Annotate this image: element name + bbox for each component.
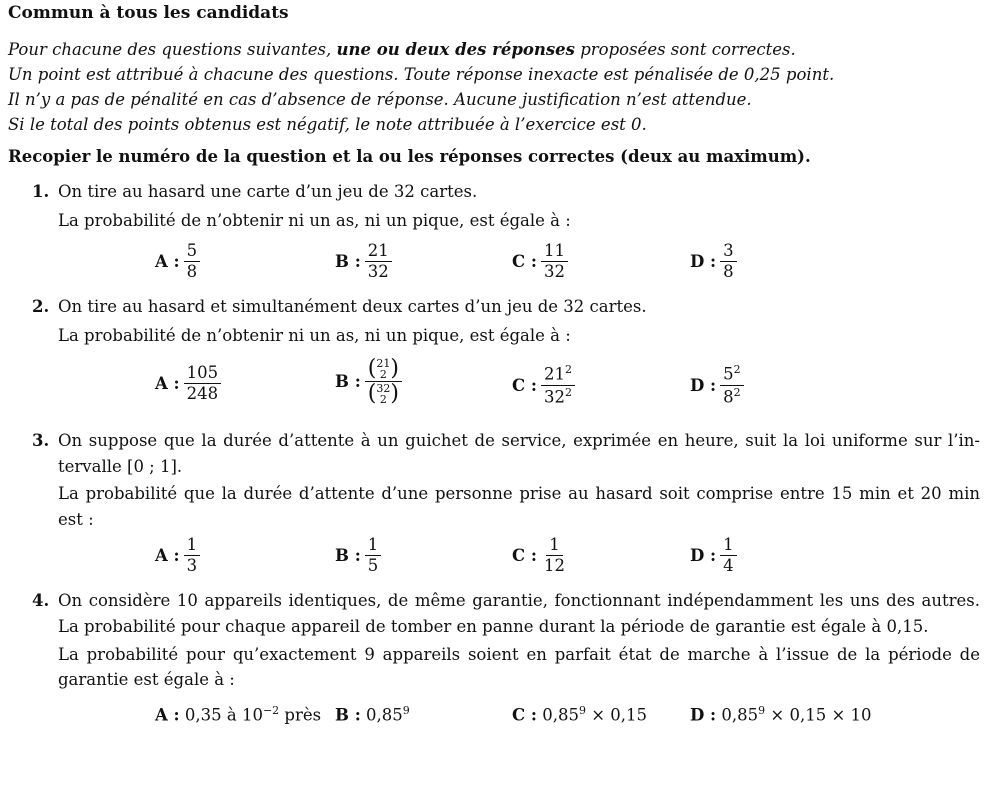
q1-choice-d: D : $\frac{3}{8}$ [690,242,737,281]
q3-choice-c: C : $\frac{1}{12}$ [512,535,565,576]
intro-line-1: Pour chacune des questions suivantes, une ou deux des réponses proposées sont correctes. [8,40,796,59]
section-title: Commun à tous les candidats [8,3,289,23]
intro-line-3: Il n’y a pas de pénalité en cas d’absence de réponse. Aucune justification n’est attendue. [8,90,752,109]
q4-number: 4. [32,591,50,610]
q3-choice-b: B : $\frac{1}{5}$ [335,536,381,575]
q4-line-1: On considère 10 appareils identiques, de même garantie, fonctionnant indépendamment les uns des autres. [58,591,980,610]
intro-line-4: Si le total des points obtenus est négatif, le note attribuée à l’exercice est 0. [8,115,647,134]
q2-choice-d: D : $\frac{5^2}{8^2}$ [690,364,744,406]
q3-number: 3. [32,431,50,450]
q4-choice-c: C : $0,85^9 \times 0,15$ [512,704,648,725]
q1-line-1: On tire au hasard une carte d’un jeu de 32 cartes. [58,182,478,201]
q4-choice-a: A : 0,35 à $10^{-2}$ près [155,704,322,725]
q3-choice-a: A : $\frac{1}{3}$ [155,536,200,575]
q2-line-2: La probabilité de n’obtenir ni un as, ni un pique, est égale à : [58,326,571,345]
q1-line-2: La probabilité de n’obtenir ni un as, ni un pique, est égale à : [58,211,571,230]
q2-number: 2. [32,297,50,316]
q3-line-2: tervalle [0 ; 1]. [58,457,183,476]
q3-line-3: La probabilité que la durée d’attente d’une personne prise au hasard soit comprise entre 15 min et 20 min [58,484,980,503]
instruction: Recopier le numéro de la question et la ou les réponses correctes (deux au maximum). [8,147,811,166]
q1-choice-c: C : $\frac{11}{32}$ [512,242,568,281]
q3-line-1: On suppose que la durée d’attente à un guichet de service, exprimée en heure, suit la loi uniforme sur l’in- [58,431,980,450]
q2-line-1: On tire au hasard et simultanément deux cartes d’un jeu de 32 cartes. [58,297,647,316]
q4-line-3: La probabilité pour qu’exactement 9 appareils soient en parfait état de marche à l’issue de la période de [58,645,980,664]
q4-line-2: La probabilité pour chaque appareil de tomber en panne durant la période de garantie est égale à 0,15. [58,617,929,636]
q1-choice-a: A : $\frac{5}{8}$ [155,242,200,281]
q1-number: 1. [32,182,50,201]
q2-choice-b: B : ( 21 2 ) ( 32 2 ) [335,358,402,405]
q4-line-4: garantie est égale à : [58,670,235,689]
q1-choice-b: B : $\frac{21}{32}$ [335,242,392,281]
q4-choice-b: B : 0,85$^9$ [335,704,410,725]
q3-line-4: est : [58,510,94,529]
q2-choice-c: C : $\frac{21^2}{32^2}$ [512,364,575,406]
intro-line-2: Un point est attribué à chacune des questions. Toute réponse inexacte est pénalisée de 0,25 point. [8,65,835,84]
q3-choice-d: D : $\frac{1}{4}$ [690,536,737,575]
q4-choice-d: D : $0,85^9 \times 0,15 \times 10$ [690,704,872,725]
q2-choice-a: A : $\frac{105}{248}$ [155,364,221,403]
